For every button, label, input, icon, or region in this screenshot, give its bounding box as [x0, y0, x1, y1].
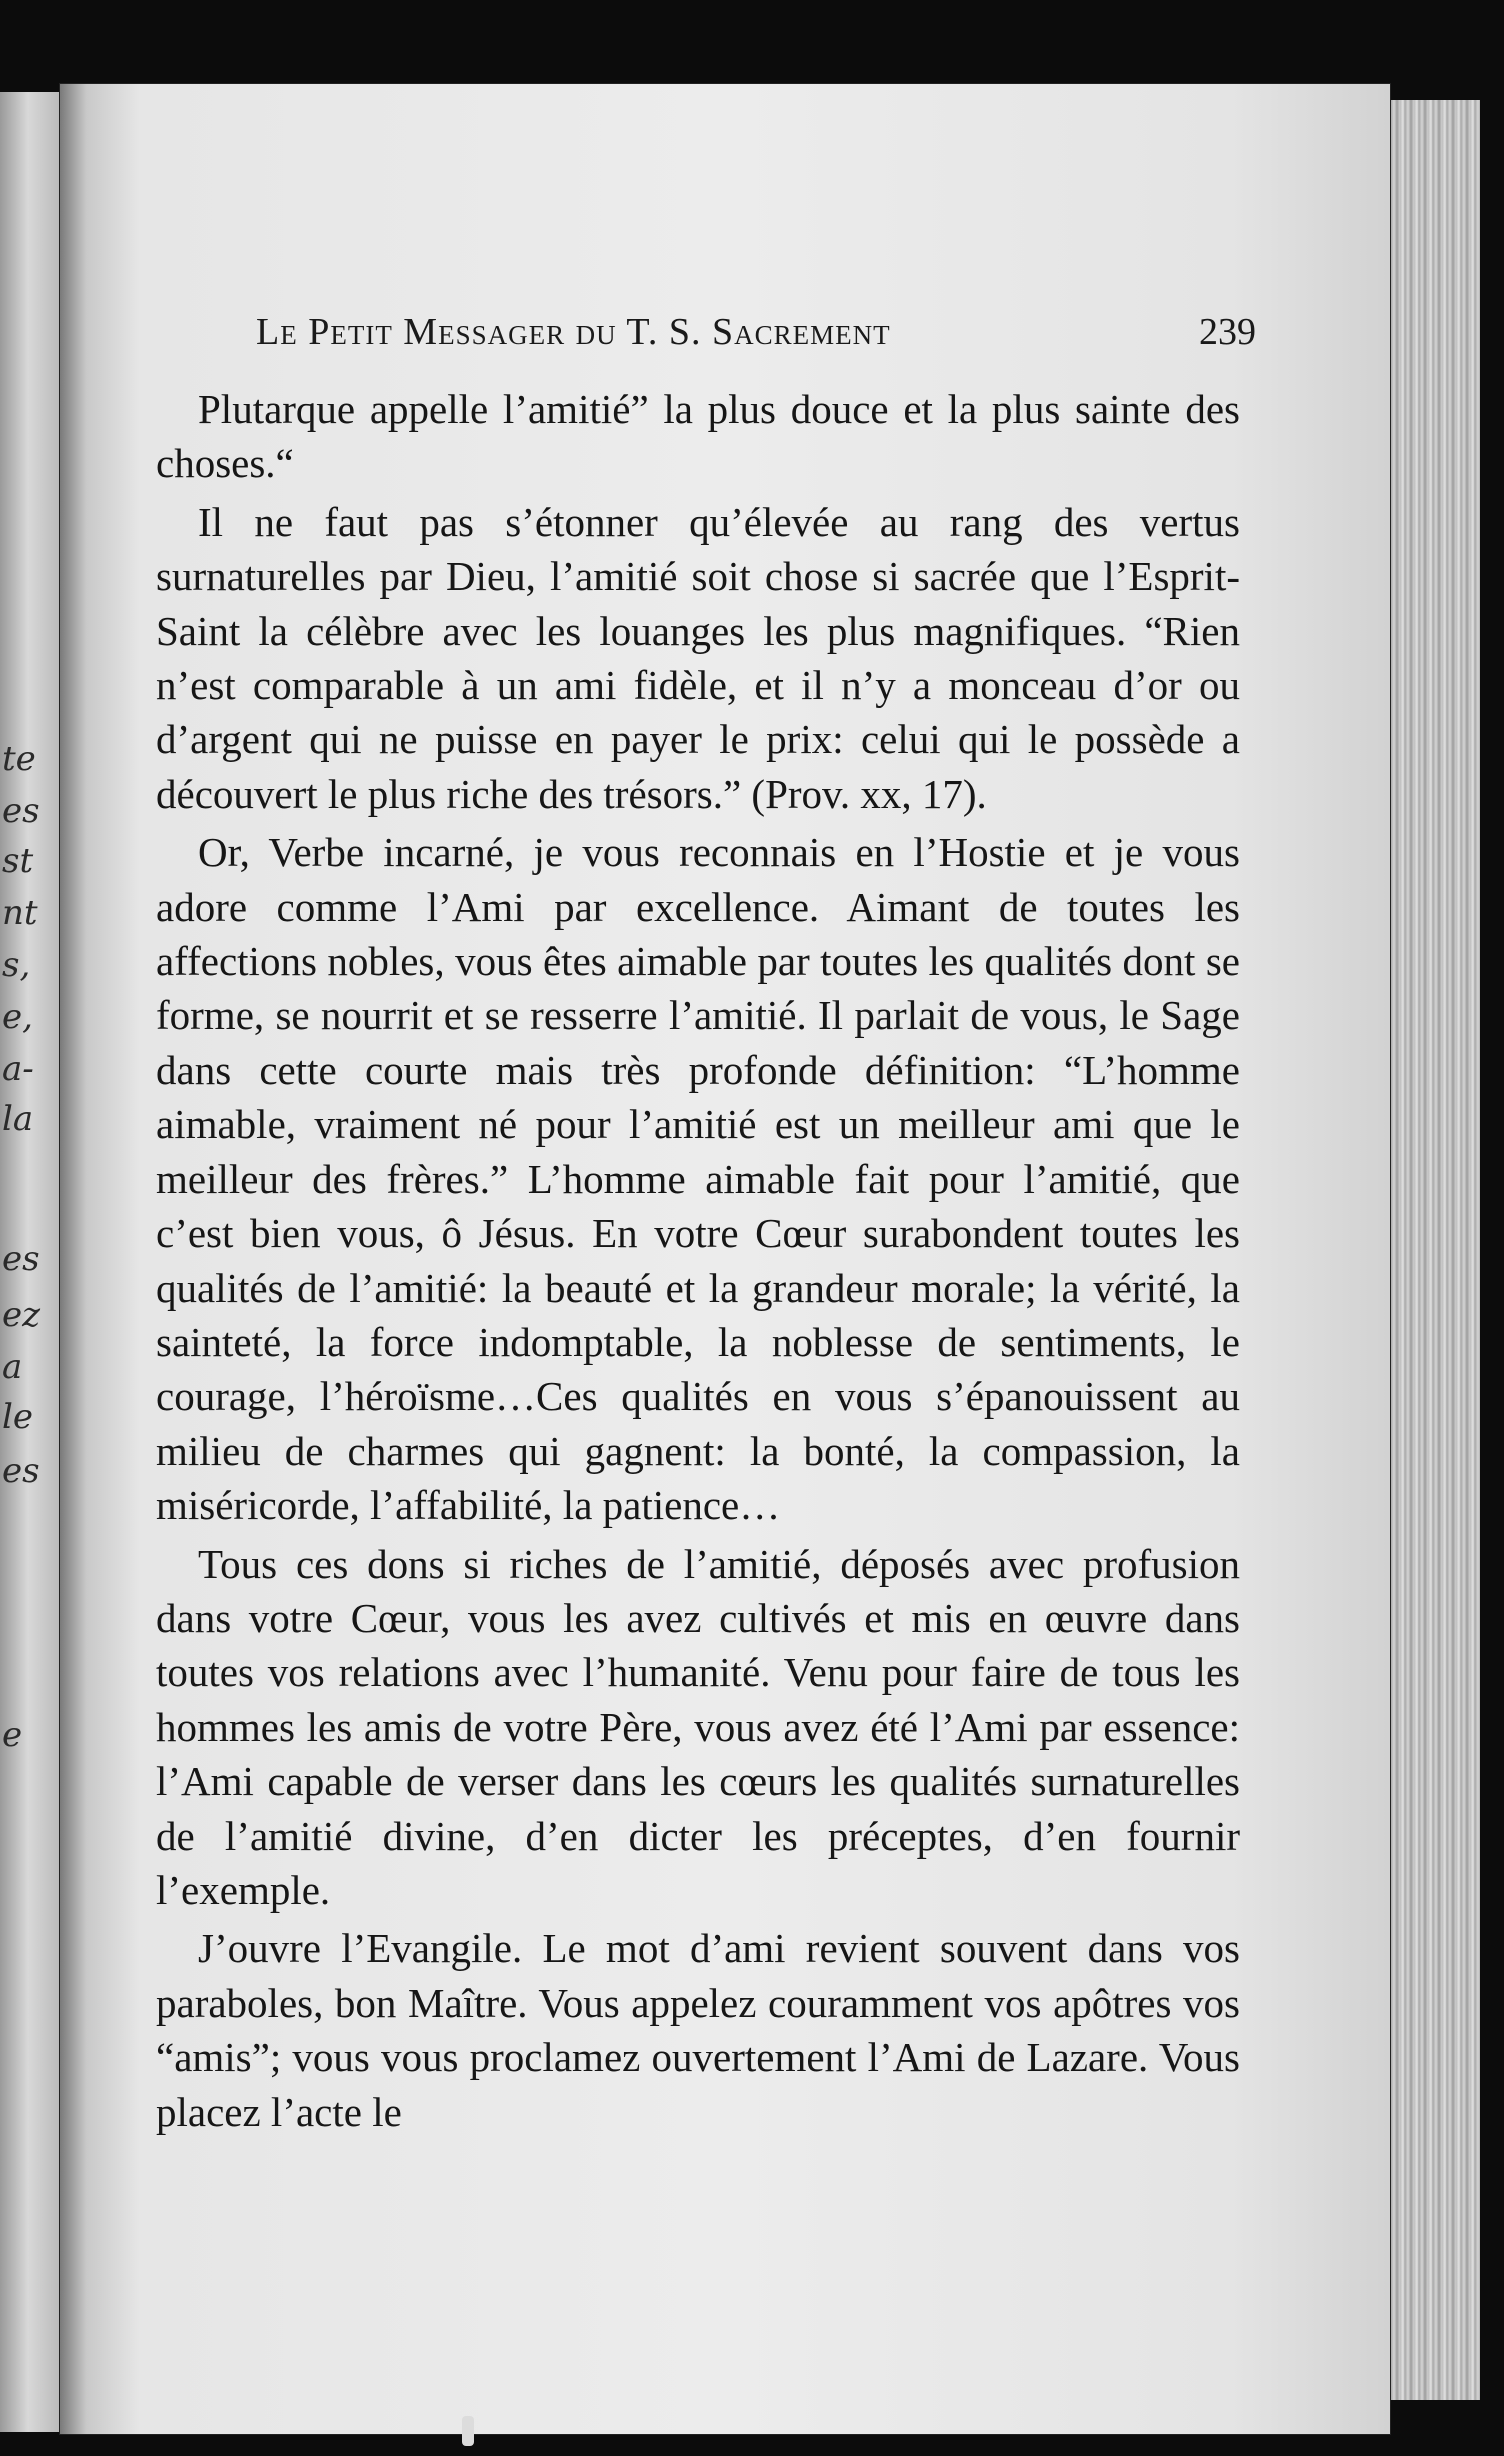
prev-page-fragment: la: [2, 1099, 34, 1139]
prev-page-fragment: st: [2, 841, 34, 881]
paragraph: Plutarque appelle l’amitié” la plus douce et la plus sainte des choses.“: [156, 386, 1240, 487]
paragraph: J’ouvre l’Evangile. Le mot d’ami revient souvent dans vos paraboles, bon Maître. Vous appelez couramment vos apôtres vos “amis”; vous vous proclamez ouvertement l’Ami de Lazare. Vous placez l’acte le: [156, 1925, 1240, 2135]
prev-page-fragment: nt: [2, 893, 38, 933]
book-page: [60, 84, 1390, 2434]
prev-page-fragment: te: [2, 739, 36, 779]
prev-page-fragment: a-: [2, 1049, 34, 1089]
paragraph: Tous ces dons si riches de l’amitié, déposés avec profusion dans votre Cœur, vous les avez cultivés et mis en œuvre dans toutes vos relations avec l’humanité. Venu pour faire de tous les hommes les amis de votre Père, vous avez été l’Ami par essence: l’Ami capable de verser dans les cœurs les qualités surnaturelles de l’amitié divine, d’en dicter les préceptes, d’en fournir l’exemple.: [156, 1540, 1240, 1913]
body-text: [156, 382, 1240, 2139]
page-number: 239: [1199, 311, 1256, 353]
running-header: [256, 310, 1256, 360]
prev-page-fragment: e,: [2, 997, 33, 1037]
prev-page-fragment: es: [2, 791, 40, 831]
prev-page-fragment: es: [2, 1451, 40, 1491]
prev-page-fragment: es: [2, 1239, 40, 1279]
prev-page-fragment: e: [2, 1715, 23, 1755]
scan-mark: [462, 2416, 474, 2446]
prev-page-fragment: le: [2, 1397, 33, 1437]
prev-page-fragment: a: [2, 1347, 23, 1387]
prev-page-fragment: s,: [2, 945, 31, 985]
paragraph: Il ne faut pas s’étonner qu’élevée au rang des vertus surnaturelles par Dieu, l’amitié soit chose si sacrée que l’Esprit-Saint la célèbre avec les louanges les plus magnifiques. “Rien n’est comparable à un ami fidèle, et il n’y a monceau d’or ou d’argent qui ne puisse en payer le prix: celui qui le possède a découvert le plus riche des trésors.” (Prov. xx, 17).: [156, 498, 1240, 817]
paragraph: Or, Verbe incarné, je vous reconnais en l’Hostie et je vous adore comme l’Ami par excellence. Aimant de toutes les affections nobles, vous êtes aimable par toutes les qualités dont se forme, se nourrit et se resserre l’amitié. Il parlait de vous, le Sage dans cette courte mais très profonde définition: “L’homme aimable, vraiment né pour l’amitié est un meilleur ami que le meilleur des frères.” L’homme aimable fait pour l’amitié, que c’est bien vous, ô Jésus. En votre Cœur surabondent toutes les qualités de l’amitié: la beauté et la grandeur morale; la vérité, la sainteté, la force indomptable, la noblesse de sentiments, le courage, l’héroïsme…Ces qualités en vous s’épanouissent au milieu de charmes qui gagnent: la bonté, la compassion, la miséricorde, l’affabilité, la patience…: [156, 829, 1240, 1529]
running-title: Le Petit Messager du T. S. Sacrement: [256, 311, 891, 353]
previous-page-edge: [0, 92, 62, 2432]
prev-page-fragment: ez: [2, 1295, 41, 1335]
